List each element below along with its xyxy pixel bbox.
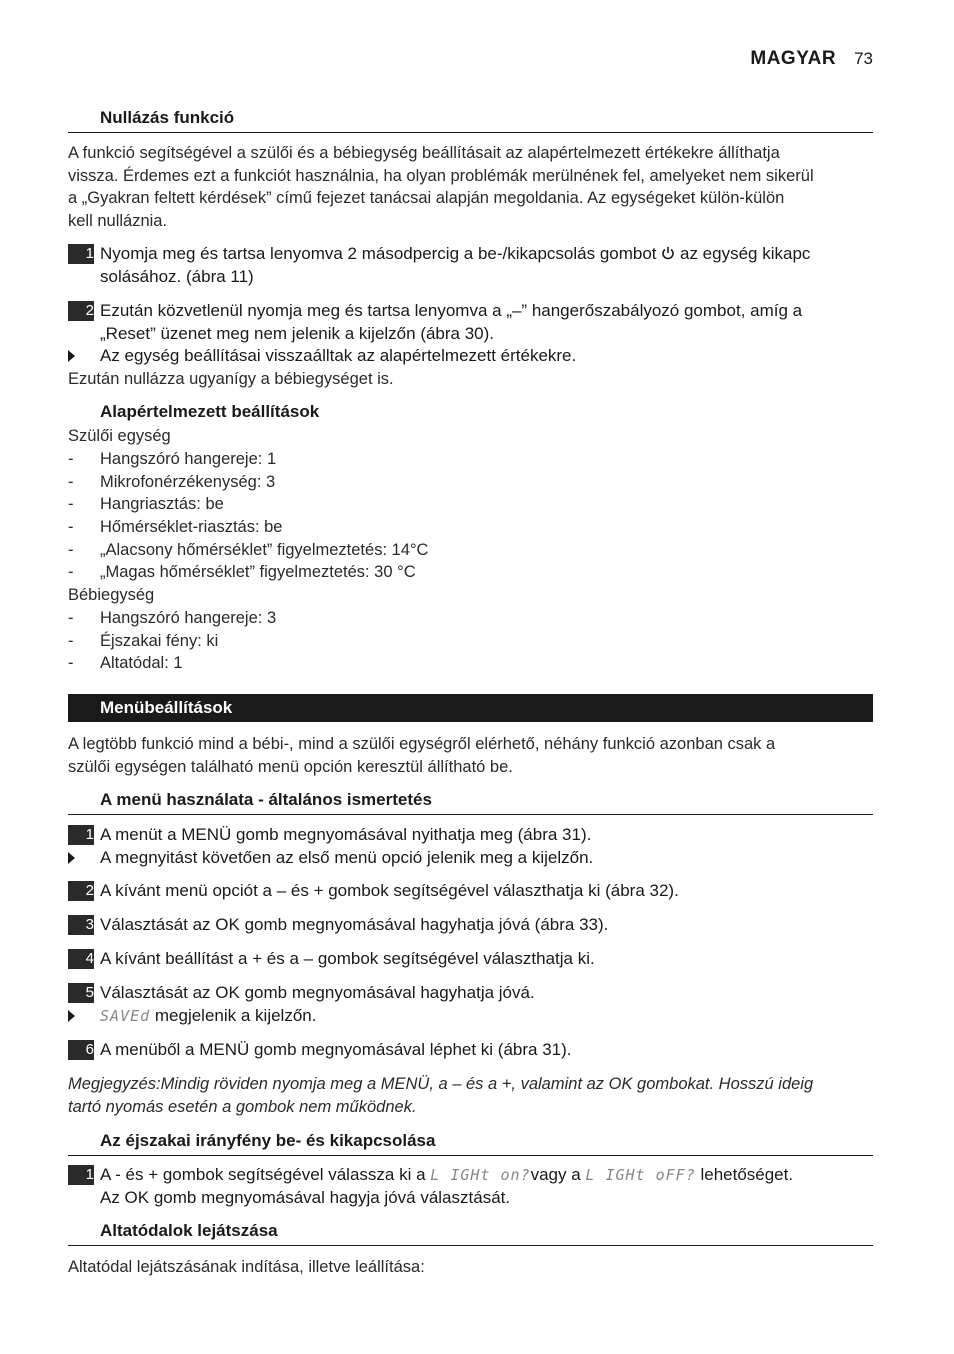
menu-step-6: 6 A menüből a MENÜ gomb megnyomásával léphet ki (ábra 31). bbox=[68, 1039, 873, 1062]
reset-intro: A funkció segítségével a szülői és a bébiegység beállításait az alapértelmezett értékekre állíthatja vissza. Érdemes ezt a funkciót használnia, ha olyan problémák merülnének fel, amelyeket nem sikerül a „Gyakran feltett kérdések” című fejezet tanácsai alapján megoldania. Az egységeket külön-külön kell nulláznia. bbox=[68, 144, 814, 230]
list-item: - Altatódal: 1 bbox=[68, 654, 183, 672]
reset-step-1: 1 Nyomja meg és tartsa lenyomva 2 másodpercig a be-/kikapcsolás gombot az egység kikapc solásához. (ábra 11) bbox=[68, 243, 873, 288]
menu-step-3: 3 Választását az OK gomb megnyomásával hagyhatja jóvá (ábra 33). bbox=[68, 914, 873, 937]
menu-note: Megjegyzés:Mindig röviden nyomja meg a MENÜ, a – és a +, valamint az OK gombokat. Hosszú ideig tartó nyomás esetén a gombok nem működnek. bbox=[68, 1075, 814, 1116]
list-item: - „Alacsony hőmérséklet” figyelmeztetés: 14°C bbox=[68, 541, 429, 559]
section-heading-reset: Nullázás funkció bbox=[68, 108, 873, 133]
power-icon bbox=[661, 246, 675, 260]
step-number: 2 bbox=[68, 881, 94, 901]
list-item: - Mikrofonérzékenység: 3 bbox=[68, 473, 276, 491]
section-heading-defaults: Alapértelmezett beállítások bbox=[100, 402, 320, 421]
reset-step-2: 2 Ezután közvetlenül nyomja meg és tartsa lenyomva a „–” hangerőszabályozó gombot, amíg a „Reset” üzenet meg nem jelenik a kijelzőn (ábra 30). bbox=[68, 300, 873, 345]
menu-step-4: 4 A kívánt beállítást a + és a – gombok segítségével választhatja ki. bbox=[68, 948, 873, 971]
baby-unit-label: Bébiegység bbox=[68, 586, 155, 604]
page-header bbox=[750, 48, 873, 70]
reset-result: Az egység beállításai visszaálltak az alapértelmezett értékekre. bbox=[68, 345, 873, 368]
result-arrow-icon bbox=[68, 1010, 75, 1022]
step-number: 1 bbox=[68, 825, 94, 845]
menu-intro: A legtöbb funkció mind a bébi-, mind a szülői egységről elérhető, néhány funkció azonban csak a szülői egységen található menü opción keresztül állítható be. bbox=[68, 735, 776, 776]
section-heading-night-light: Az éjszakai irányfény be- és kikapcsolása bbox=[68, 1131, 873, 1156]
step-number: 6 bbox=[68, 1040, 94, 1060]
parent-unit-label: Szülői egység bbox=[68, 427, 171, 445]
list-item: - „Magas hőmérséklet” figyelmeztetés: 30 °C bbox=[68, 563, 416, 581]
language-label: MAGYAR bbox=[750, 48, 837, 69]
section-heading-menu-usage: A menü használata - általános ismertetés bbox=[68, 790, 873, 815]
lcd-text-light-on: L IGHt on? bbox=[430, 1166, 531, 1184]
section-heading-menu-settings: Menübeállítások bbox=[68, 694, 873, 722]
step-number: 5 bbox=[68, 983, 94, 1003]
step-number: 4 bbox=[68, 949, 94, 969]
result-arrow-icon bbox=[68, 852, 75, 864]
menu-result-1: A megnyitást követően az első menü opció jelenik meg a kijelzőn. bbox=[68, 847, 873, 870]
menu-step-2: 2 A kívánt menü opciót a – és + gombok segítségével választhatja ki (ábra 32). bbox=[68, 880, 873, 903]
step-number: 3 bbox=[68, 915, 94, 935]
menu-step-1: 1 A menüt a MENÜ gomb megnyomásával nyithatja meg (ábra 31). bbox=[68, 824, 873, 847]
list-item: - Hangriasztás: be bbox=[68, 495, 224, 513]
section-heading-lullabies: Altatódalok lejátszása bbox=[68, 1221, 873, 1246]
lullaby-intro: Altatódal lejátszásának indítása, illetve leállítása: bbox=[68, 1258, 425, 1276]
reset-after: Ezután nullázza ugyanígy a bébiegységet is. bbox=[68, 370, 394, 388]
result-arrow-icon bbox=[68, 350, 75, 362]
lcd-text-light-off: L IGHt oFF? bbox=[585, 1166, 696, 1184]
list-item: - Hangszóró hangereje: 3 bbox=[68, 609, 277, 627]
step-number: 1 bbox=[68, 1165, 94, 1185]
menu-step-5: 5 Választását az OK gomb megnyomásával hagyhatja jóvá. bbox=[68, 982, 873, 1005]
step-number: 1 bbox=[68, 244, 94, 264]
night-light-step-1: 1 A - és + gombok segítségével válassza ki a L IGHt on?vagy a L IGHt oFF? lehetőséget. Az OK gomb megnyomásával hagyja jóvá választását. bbox=[68, 1164, 873, 1209]
lcd-text-saved: SAVEd bbox=[100, 1007, 151, 1025]
menu-result-5: SAVEd megjelenik a kijelzőn. bbox=[68, 1005, 873, 1028]
list-item: - Éjszakai fény: ki bbox=[68, 632, 219, 650]
list-item: - Hangszóró hangereje: 1 bbox=[68, 450, 277, 468]
page-number: 73 bbox=[854, 49, 873, 68]
list-item: - Hőmérséklet-riasztás: be bbox=[68, 518, 283, 536]
step-number: 2 bbox=[68, 301, 94, 321]
